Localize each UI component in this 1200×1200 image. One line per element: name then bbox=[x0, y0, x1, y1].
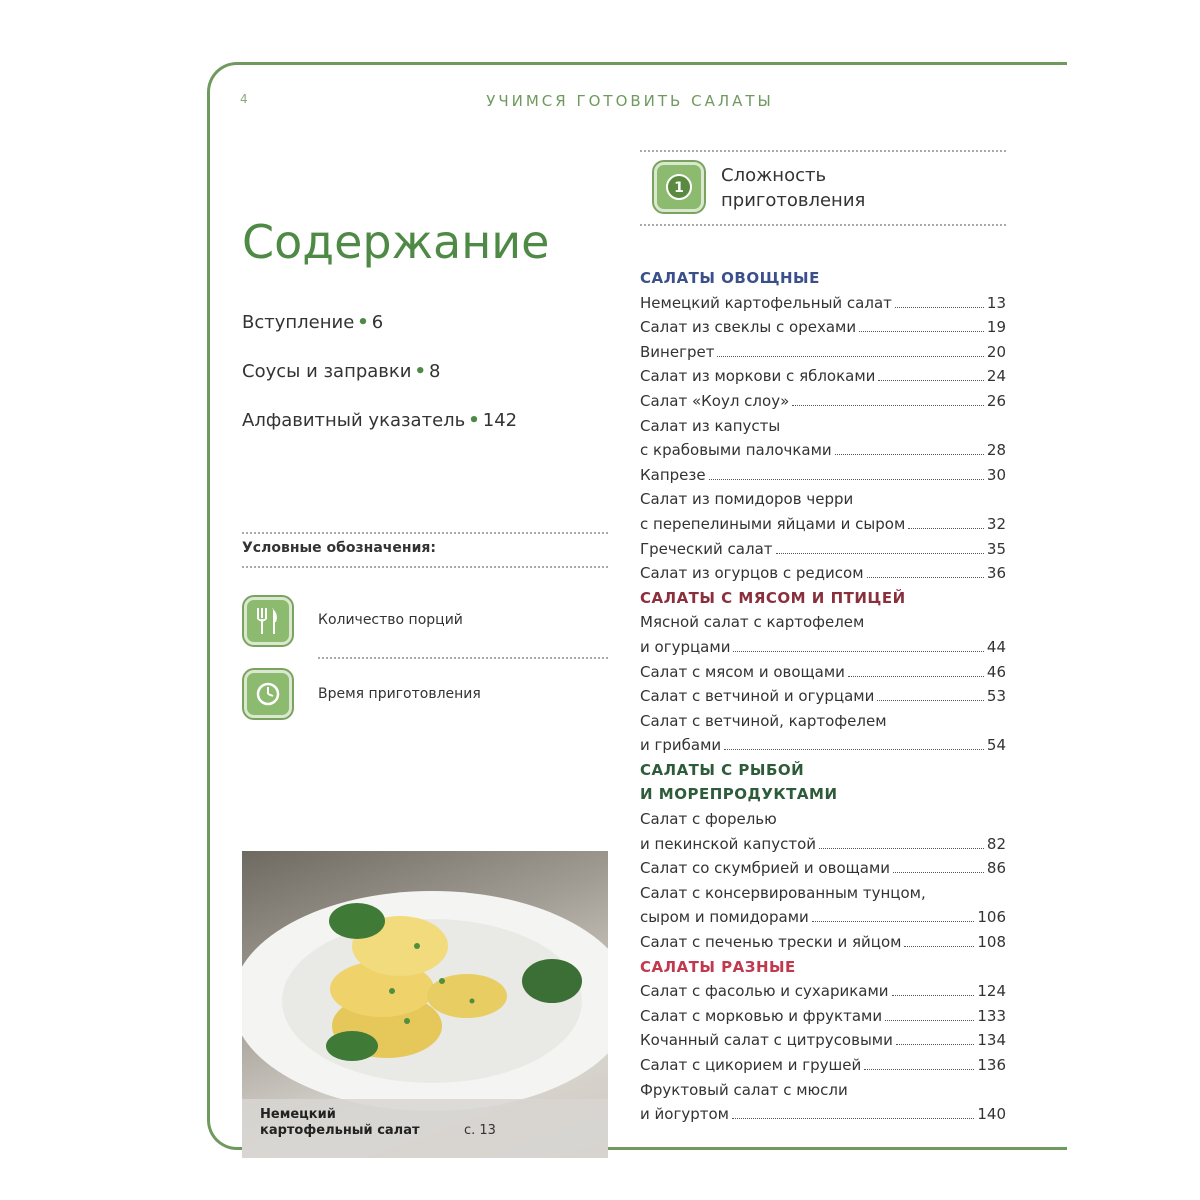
toc-entry[interactable] bbox=[640, 733, 1006, 758]
toc-entry-line[interactable]: Фруктовый салат с мюсли bbox=[640, 1080, 848, 1099]
front-item-page: 8 bbox=[429, 361, 441, 382]
toc-entry-page: 24 bbox=[986, 367, 1006, 386]
toc-entry-title: Салат из огурцов с редисом bbox=[640, 564, 864, 583]
front-item-title: Алфавитный указатель bbox=[242, 410, 466, 431]
toc-entry-title: Салат с морковью и фруктами bbox=[640, 1006, 883, 1025]
toc-entry[interactable] bbox=[640, 389, 1006, 414]
photo-caption-line: Немецкий bbox=[260, 1107, 336, 1122]
toc-entry[interactable] bbox=[640, 340, 1006, 365]
toc-entry-title: Греческий салат bbox=[640, 539, 773, 558]
legend-servings-label: Количество порций bbox=[318, 612, 463, 628]
dot-leader bbox=[859, 331, 984, 332]
photo-caption-line: картофельный салат bbox=[260, 1123, 420, 1138]
toc-entry-page: 133 bbox=[977, 1006, 1006, 1025]
toc-entry[interactable] bbox=[640, 905, 1006, 930]
dot-leader bbox=[877, 700, 984, 701]
section-heading: САЛАТЫ ОВОЩНЫЕ bbox=[640, 269, 820, 287]
toc-entry-title: сыром и помидорами bbox=[640, 908, 809, 927]
dot-leader bbox=[885, 1020, 974, 1021]
toc-entry-title: Винегрет bbox=[640, 342, 715, 361]
photo-caption bbox=[260, 1107, 420, 1139]
legend-title: Условные обозначения: bbox=[242, 540, 436, 556]
difficulty-top-rule bbox=[640, 150, 1006, 152]
toc-entry-page: 28 bbox=[986, 441, 1006, 460]
toc-entry-title: Салат «Коул слоу» bbox=[640, 391, 790, 410]
dot-leader bbox=[848, 676, 984, 677]
toc-entry-title: и пекинской капустой bbox=[640, 834, 817, 853]
toc-entry[interactable] bbox=[640, 438, 1006, 463]
toc-entry[interactable] bbox=[640, 979, 1006, 1004]
difficulty-bottom-rule bbox=[640, 224, 1006, 226]
toc-entry[interactable] bbox=[640, 291, 1006, 316]
toc-entry-page: 36 bbox=[986, 564, 1006, 583]
toc-entry-page: 134 bbox=[977, 1031, 1006, 1050]
toc-entry-page: 54 bbox=[986, 736, 1006, 755]
toc-entry-page: 44 bbox=[986, 637, 1006, 656]
toc-entry-title: Немецкий картофельный салат bbox=[640, 293, 892, 312]
svg-text:1: 1 bbox=[674, 180, 684, 196]
front-item-index[interactable]: Алфавитный указатель • 142 bbox=[242, 410, 518, 431]
toc-entry-title: Салат с печенью трески и яйцом bbox=[640, 933, 902, 952]
toc-entry-line[interactable]: Салат с форелью bbox=[640, 810, 777, 829]
dot-leader bbox=[867, 577, 984, 578]
section-heading: САЛАТЫ РАЗНЫЕ bbox=[640, 957, 796, 976]
section-heading: И МОРЕПРОДУКТАМИ bbox=[640, 785, 838, 804]
toc-entry-page: 13 bbox=[986, 293, 1006, 312]
front-matter-list bbox=[242, 312, 517, 459]
dot-leader bbox=[792, 405, 984, 406]
toc-entry-title: Салат с цикорием и грушей bbox=[640, 1056, 862, 1074]
legend-time-label: Время приготовления bbox=[318, 686, 481, 702]
dot-leader bbox=[878, 380, 983, 381]
toc-entry-title: Салат с мясом и овощами bbox=[640, 662, 845, 681]
toc-entry[interactable] bbox=[640, 537, 1006, 562]
table-of-contents bbox=[640, 266, 1006, 1127]
dot-leader bbox=[717, 356, 983, 357]
toc-entry-title: и йогуртом bbox=[640, 1105, 729, 1124]
toc-entry-page: 108 bbox=[977, 933, 1006, 952]
toc-entry-page: 124 bbox=[977, 982, 1006, 1001]
toc-entry-line[interactable]: Салат из капусты bbox=[640, 416, 781, 435]
toc-entry-page: 53 bbox=[986, 687, 1006, 706]
toc-entry-page: 30 bbox=[986, 465, 1006, 484]
toc-entry-title: с перепелиными яйцами и сыром bbox=[640, 514, 906, 533]
dot-leader bbox=[896, 1044, 974, 1045]
toc-entry[interactable] bbox=[640, 684, 1006, 709]
toc-entry[interactable] bbox=[640, 930, 1006, 955]
difficulty-label bbox=[721, 163, 865, 213]
front-item-sauces[interactable]: Соусы и заправки • 8 bbox=[242, 361, 441, 382]
front-item-intro[interactable]: Вступление • 6 bbox=[242, 312, 384, 333]
toc-entry-page: 136 bbox=[977, 1056, 1006, 1074]
toc-entry-title: Салат с ветчиной и огурцами bbox=[640, 687, 875, 706]
toc-entry-page: 46 bbox=[986, 662, 1006, 681]
dot-leader bbox=[724, 749, 984, 750]
toc-entry-title: Кочанный салат с цитрусовыми bbox=[640, 1031, 893, 1050]
legend-mid-rule bbox=[318, 657, 608, 659]
toc-entry[interactable] bbox=[640, 364, 1006, 389]
toc-entry-title: Салат из моркови с яблоками bbox=[640, 367, 876, 386]
clock-icon bbox=[244, 670, 292, 718]
toc-entry-line[interactable]: Салат из помидоров черри bbox=[640, 490, 854, 509]
dot-leader bbox=[812, 921, 975, 922]
dot-leader bbox=[732, 1118, 974, 1119]
toc-entry-title: Салат с фасолью и сухариками bbox=[640, 982, 889, 1001]
toc-entry-page: 106 bbox=[977, 908, 1006, 927]
toc-entry[interactable] bbox=[640, 832, 1006, 857]
legend-title-rule bbox=[242, 566, 608, 568]
toc-entry-page: 86 bbox=[986, 859, 1006, 878]
photo-caption-page: с. 13 bbox=[464, 1123, 496, 1138]
difficulty-label-line: приготовления bbox=[721, 190, 866, 211]
front-item-title: Вступление bbox=[242, 312, 355, 333]
legend-top-rule bbox=[242, 532, 608, 534]
toc-entry-title: Салат из свеклы с орехами bbox=[640, 318, 857, 337]
toc-entry[interactable] bbox=[640, 463, 1006, 488]
toc-entry-page: 26 bbox=[986, 391, 1006, 410]
dot-leader bbox=[864, 1069, 974, 1070]
toc-entry[interactable] bbox=[640, 660, 1006, 685]
toc-entry-title: Салат со скумбрией и овощами bbox=[640, 859, 891, 878]
section-heading: САЛАТЫ С РЫБОЙ bbox=[640, 760, 805, 779]
dot-leader bbox=[904, 946, 974, 947]
dot-leader bbox=[908, 528, 984, 529]
toc-entry-line[interactable]: Мясной салат с картофелем bbox=[640, 613, 865, 632]
contents-title: Содержание bbox=[242, 215, 550, 269]
toc-entry[interactable] bbox=[640, 1004, 1006, 1029]
toc-entry-page: 82 bbox=[986, 834, 1006, 853]
toc-entry-line[interactable]: Салат с ветчиной, картофелем bbox=[640, 711, 887, 730]
fork-knife-icon bbox=[244, 597, 292, 645]
toc-entry-title: и огурцами bbox=[640, 637, 731, 656]
toc-entry-page: 32 bbox=[986, 514, 1006, 533]
toc-entry-line[interactable]: Салат с консервированным тунцом, bbox=[640, 883, 926, 902]
dot-leader bbox=[892, 995, 975, 996]
toc-entry-page: 140 bbox=[977, 1105, 1006, 1124]
toc-entry[interactable] bbox=[640, 1028, 1006, 1053]
salad-photo bbox=[242, 851, 608, 1158]
section-heading: САЛАТЫ С МЯСОМ И ПТИЦЕЙ bbox=[640, 588, 906, 607]
difficulty-icon bbox=[654, 162, 704, 212]
toc-entry[interactable] bbox=[640, 561, 1006, 586]
front-item-page: 142 bbox=[482, 410, 518, 431]
toc-entry-page: 35 bbox=[986, 539, 1006, 558]
toc-entry-title: и грибами bbox=[640, 736, 722, 755]
dot-leader bbox=[733, 651, 983, 652]
toc-entry[interactable] bbox=[640, 856, 1006, 881]
toc-entry-page: 20 bbox=[986, 342, 1006, 361]
front-item-title: Соусы и заправки bbox=[242, 361, 412, 382]
dot-leader bbox=[776, 553, 984, 554]
toc-entry[interactable] bbox=[640, 1053, 1006, 1078]
dot-leader bbox=[835, 454, 984, 455]
front-item-page: 6 bbox=[371, 312, 384, 333]
toc-entry-title: Капрезе bbox=[640, 465, 706, 484]
toc-entry[interactable] bbox=[640, 1102, 1006, 1127]
toc-entry-page: 19 bbox=[986, 318, 1006, 337]
dot-leader bbox=[709, 479, 984, 480]
running-title: УЧИМСЯ ГОТОВИТЬ САЛАТЫ bbox=[486, 92, 774, 110]
dot-leader bbox=[819, 848, 984, 849]
toc-entry[interactable] bbox=[640, 512, 1006, 537]
dot-leader bbox=[893, 872, 984, 873]
dot-leader bbox=[895, 307, 984, 308]
page-number: 4 bbox=[240, 92, 248, 106]
toc-entry-title: с крабовыми палочками bbox=[640, 441, 832, 460]
toc-entry[interactable] bbox=[640, 315, 1006, 340]
difficulty-label-line: Сложность bbox=[721, 165, 827, 186]
toc-entry[interactable] bbox=[640, 635, 1006, 660]
